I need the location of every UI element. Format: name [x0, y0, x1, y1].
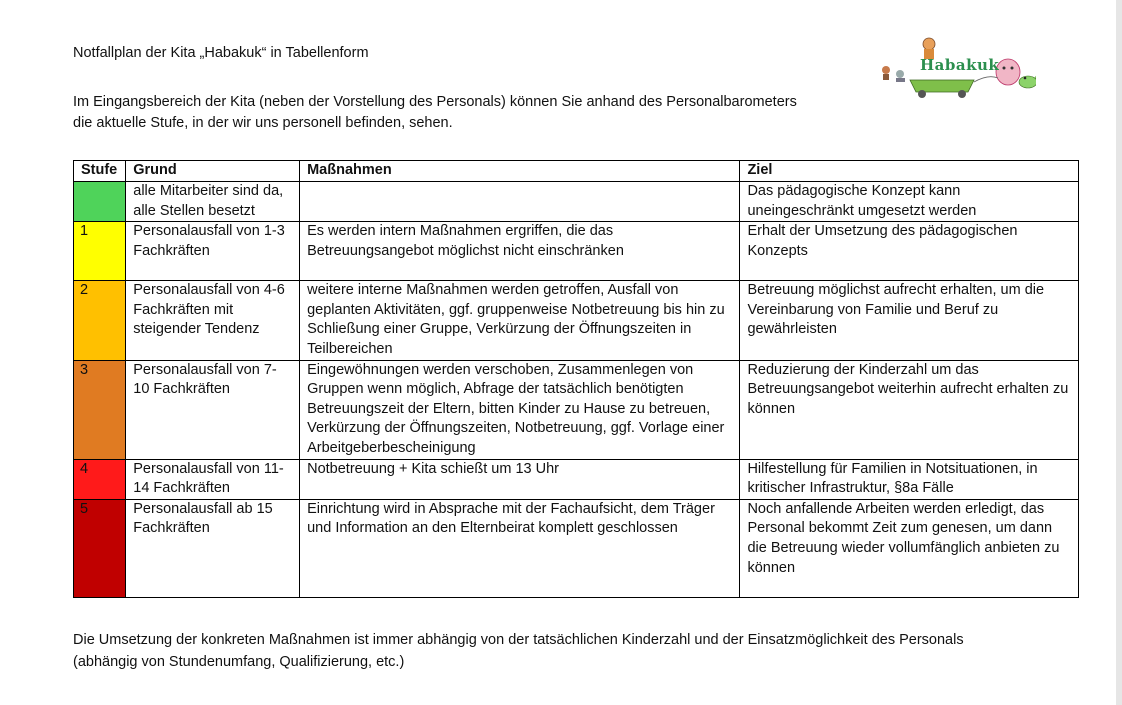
table-row — [74, 499, 1079, 597]
footer-line: (abhängig von Stundenumfang, Qualifizierung, etc.) — [73, 654, 405, 670]
ziel-cell: Betreuung möglichst aufrecht erhalten, um die Vereinbarung von Familie und Beruf zu gewährleisten — [740, 281, 1079, 360]
ziel-cell: Hilfestellung für Familien in Notsituationen, in kritischer Infrastruktur, §8a Fälle — [740, 459, 1079, 499]
document-title: Notfallplan der Kita „Habakuk“ in Tabellenform — [73, 45, 369, 61]
stufe-cell: 1 — [74, 222, 126, 281]
grund-cell: Personalausfall von 11-14 Fachkräften — [126, 459, 300, 499]
stufe-cell — [74, 182, 126, 222]
massnahmen-cell: Es werden intern Maßnahmen ergriffen, die das Betreuungsangebot möglichst nicht einschränken — [300, 222, 740, 281]
massnahmen-cell: Notbetreuung + Kita schießt um 13 Uhr — [300, 459, 740, 499]
table-row — [74, 182, 1079, 222]
header-massnahmen: Maßnahmen — [300, 161, 740, 182]
table-row — [74, 459, 1079, 499]
table-row — [74, 360, 1079, 459]
massnahmen-cell: Einrichtung wird in Absprache mit der Fachaufsicht, dem Träger und Information an den Elternbeirat komplett geschlossen — [300, 499, 740, 597]
intro-line: Im Eingangsbereich der Kita (neben der Vorstellung des Personals) können Sie anhand des Personalbarometers — [73, 94, 797, 110]
massnahmen-cell: Eingewöhnungen werden verschoben, Zusammenlegen von Gruppen wenn möglich, Abfrage der tatsächlich benötigten Betreuungszeit der Eltern, bitten Kinder zu Hause zu betreuen, Verkürzung der Öffnungszeiten, Notbetreuung, ggf. Vorlage einer Arbeitgeberbescheinigung — [300, 360, 740, 459]
grund-cell: Personalausfall von 1-3 Fachkräften — [126, 222, 300, 281]
intro-paragraph — [73, 92, 873, 134]
intro-line: die aktuelle Stufe, in der wir uns personell befinden, sehen. — [73, 115, 453, 131]
emergency-plan-table — [73, 160, 1079, 598]
logo-text: Habakuk — [920, 56, 1000, 74]
footer-line: Die Umsetzung der konkreten Maßnahmen ist immer abhängig von der tatsächlichen Kinderzahl und der Einsatzmöglichkeit des Personals — [73, 632, 964, 648]
ziel-cell: Erhalt der Umsetzung des pädagogischen Konzepts — [740, 222, 1079, 281]
page-edge — [1116, 0, 1122, 705]
header-grund: Grund — [126, 161, 300, 182]
grund-cell: Personalausfall von 4-6 Fachkräften mit steigender Tendenz — [126, 281, 300, 360]
ziel-cell: Reduzierung der Kinderzahl um das Betreuungsangebot weiterhin aufrecht erhalten zu können — [740, 360, 1079, 459]
ziel-cell: Das pädagogische Konzept kann uneingeschränkt umgesetzt werden — [740, 182, 1079, 222]
header-ziel: Ziel — [740, 161, 1079, 182]
stufe-cell: 3 — [74, 360, 126, 459]
stufe-cell: 4 — [74, 459, 126, 499]
header-stufe: Stufe — [74, 161, 126, 182]
footer-note — [73, 629, 1073, 673]
ziel-cell: Noch anfallende Arbeiten werden erledigt, das Personal bekommt Zeit zum genesen, um dann die Betreuung wieder vollumfänglich anbieten zu können — [740, 499, 1079, 597]
table-row — [74, 222, 1079, 281]
table-row — [74, 281, 1079, 360]
habakuk-logo — [876, 34, 1036, 100]
stufe-cell: 5 — [74, 499, 126, 597]
massnahmen-cell: weitere interne Maßnahmen werden getroffen, Ausfall von geplanten Aktivitäten, ggf. gruppenweise Notbetreuung bis hin zu Schließung einer Gruppe, Verkürzung der Öffnungszeiten in Teilbereichen — [300, 281, 740, 360]
grund-cell: alle Mitarbeiter sind da, alle Stellen besetzt — [126, 182, 300, 222]
stufe-cell: 2 — [74, 281, 126, 360]
table-header-row — [74, 161, 1079, 182]
grund-cell: Personalausfall von 7-10 Fachkräften — [126, 360, 300, 459]
massnahmen-cell — [300, 182, 740, 222]
grund-cell: Personalausfall ab 15 Fachkräften — [126, 499, 300, 597]
